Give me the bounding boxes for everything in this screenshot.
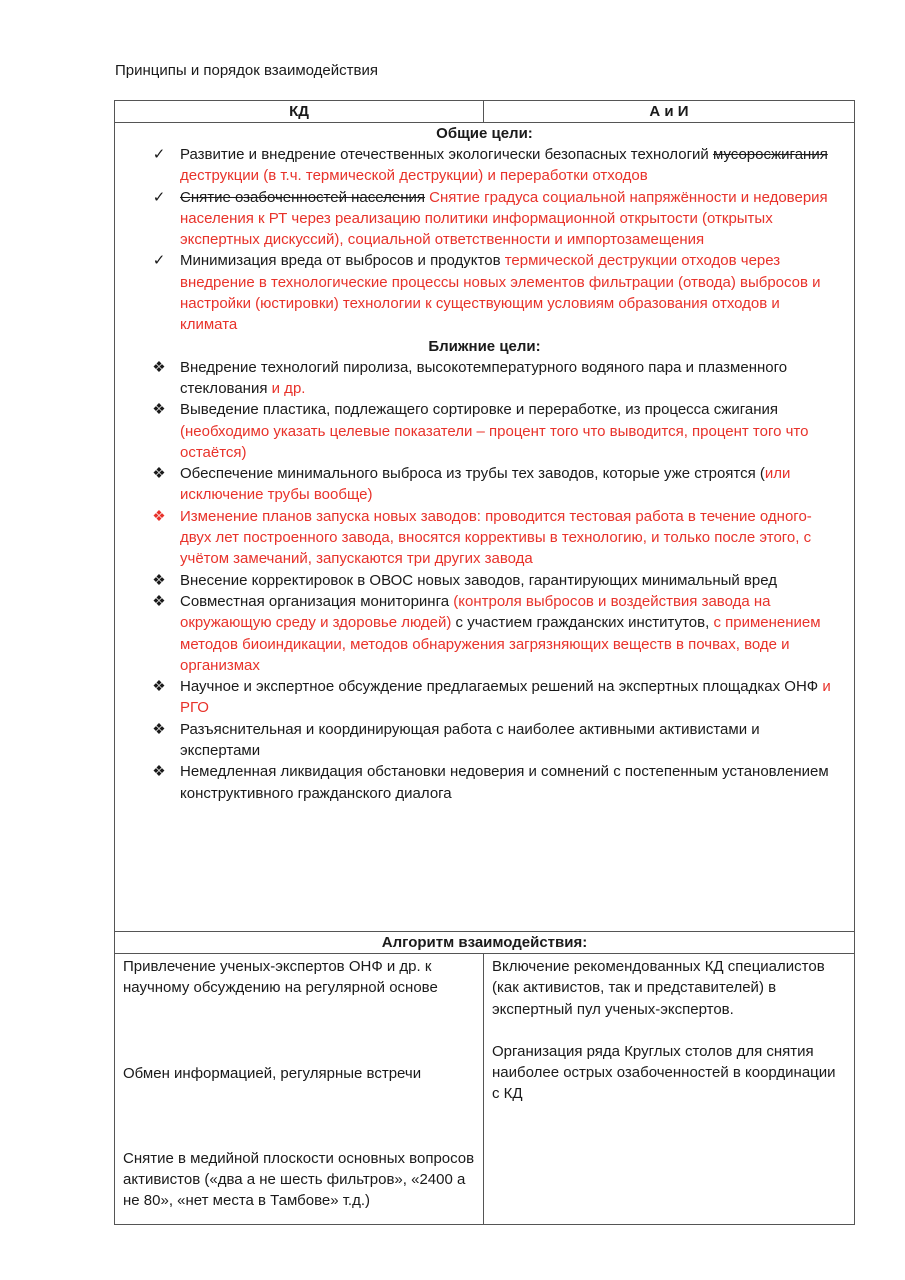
goal-text: Развитие и внедрение отечественных экологически безопасных технологий — [180, 146, 713, 163]
goal-text: Научное и экспертное обсуждение предлагаемых решений на экспертных площадках ОНФ — [180, 678, 823, 696]
diamond-bullet-icon: ❖ — [152, 592, 166, 610]
algorithm-left-item: Снятие в медийной плоскости основных вопросов активистов («два а не шесть фильтров», «2400 а не 80», «нет места в Тамбове» т.д.) — [123, 1149, 475, 1210]
table-header-row — [115, 101, 855, 123]
goal-item — [115, 591, 836, 676]
goal-item — [115, 187, 836, 251]
goals-cell — [115, 123, 855, 932]
edit-text: Снятие градуса социальной напряжённости и недоверия населения к РТ через реализацию политики информационной открытости (открытых экспертных дискуссий), социальной ответственности и импортозамещения — [180, 188, 828, 249]
goal-text: с участием гражданских институтов, — [451, 614, 714, 632]
diamond-bullet-icon: ❖ — [152, 571, 166, 589]
goal-text: Разъяснительная и координирующая работа с наиболее активными активистами и экспертами — [180, 720, 760, 760]
struck-text: Снятие озабоченностей населения — [180, 188, 426, 206]
edit-text: термической деструкции отходов через внедрение в технологические процессы новых элементов фильтрации (отвода) выбросов и настройки (юстировки) технологии к существующим условиям образования отходов и климата — [180, 252, 821, 334]
algorithm-left-item: Обмен информацией, регулярные встречи — [123, 1064, 422, 1082]
goals-row — [115, 123, 855, 932]
goal-item — [115, 144, 836, 187]
header-kd: КД — [115, 101, 484, 123]
edit-text: (необходимо указать целевые показатели – процент того что выводится, процент того что остаётся) — [180, 422, 809, 461]
goal-text: Совместная организация мониторинга — [180, 592, 454, 610]
diamond-bullet-icon: ❖ — [152, 465, 166, 483]
diamond-bullet-icon: ❖ — [152, 401, 166, 419]
header-a-i: А и И — [484, 101, 855, 123]
edit-text: и РГО — [180, 678, 831, 717]
diamond-bullet-icon: ❖ — [152, 358, 166, 376]
algorithm-right-item: Включение рекомендованных КД специалистов (как активистов, так и представителей) в экспертный пул ученых-экспертов. — [492, 958, 825, 1018]
interaction-table — [114, 100, 855, 1225]
goal-item — [115, 506, 836, 570]
edit-text: и др. — [271, 379, 306, 397]
goal-item — [115, 357, 836, 400]
diamond-bullet-icon: ❖ — [152, 720, 166, 738]
near-goals-title: Ближние цели: — [428, 337, 541, 355]
goal-item — [115, 463, 836, 506]
goal-text: Обеспечение минимального выброса из трубы тех заводов, которые уже строятся ( — [180, 465, 765, 483]
struck-text: мусоросжигания — [712, 146, 828, 163]
algorithm-left-cell — [115, 954, 484, 1225]
checkmark-icon: ✓ — [152, 188, 166, 206]
algorithm-left-item: Привлечение ученых-экспертов ОНФ и др. к научному обсуждению на регулярной основе — [123, 958, 438, 997]
checkmark-icon: ✓ — [152, 252, 166, 270]
edit-text: (контроля выбросов и воздействия завода на окружающую среду и здоровье людей) — [180, 592, 771, 632]
algorithm-title: Алгоритм взаимодействия: — [115, 932, 855, 954]
goal-text: Минимизация вреда от выбросов и продуктов — [180, 252, 505, 270]
document-title: Принципы и порядок взаимодействия — [115, 62, 378, 79]
goal-text: Внедрение технологий пиролиза, высокотемпературного водяного пара и плазменного стеклования — [180, 358, 788, 397]
goal-item — [115, 719, 836, 762]
diamond-bullet-icon: ❖ — [152, 507, 166, 525]
algorithm-row — [115, 954, 855, 1225]
goal-item — [115, 761, 836, 804]
goal-text: Немедленная ликвидация обстановки недоверия и сомнений с постепенным установлением конструктивного гражданского диалога — [180, 763, 829, 802]
edit-text: деструкции (в т.ч. термической деструкции) и переработки отходов — [180, 167, 648, 185]
edit-text: с применением методов биоиндикации, методов обнаружения загрязняющих веществ в почвах, воде и организмах — [180, 614, 821, 674]
checkmark-icon: ✓ — [152, 146, 166, 163]
goal-text: Внесение корректировок в ОВОС новых заводов, гарантирующих минимальный вред — [180, 571, 778, 589]
common-goals-list — [115, 144, 854, 336]
edit-text: Изменение планов запуска новых заводов: проводится тестовая работа в течение одного-двух лет построенного завода, вносятся коррективы в технологию, и только после этого, с учётом замечаний, запускаются три других завода — [180, 507, 812, 568]
goal-item — [115, 570, 836, 591]
algorithm-right-cell — [484, 954, 855, 1225]
algorithm-right-item: Организация ряда Круглых столов для снятия наиболее острых озабоченностей в координации с КД — [492, 1042, 836, 1103]
goal-item — [115, 676, 836, 719]
diamond-bullet-icon: ❖ — [152, 763, 166, 781]
common-goals-title: Общие цели: — [436, 125, 533, 142]
algorithm-title-row — [115, 932, 855, 954]
goal-item — [115, 399, 836, 463]
goal-text: Выведение пластика, подлежащего сортировке и переработке, из процесса сжигания — [180, 401, 779, 419]
diamond-bullet-icon: ❖ — [152, 678, 166, 696]
edit-text: или исключение трубы вообще) — [180, 465, 791, 504]
goal-item — [115, 250, 836, 335]
near-goals-list — [115, 357, 854, 804]
